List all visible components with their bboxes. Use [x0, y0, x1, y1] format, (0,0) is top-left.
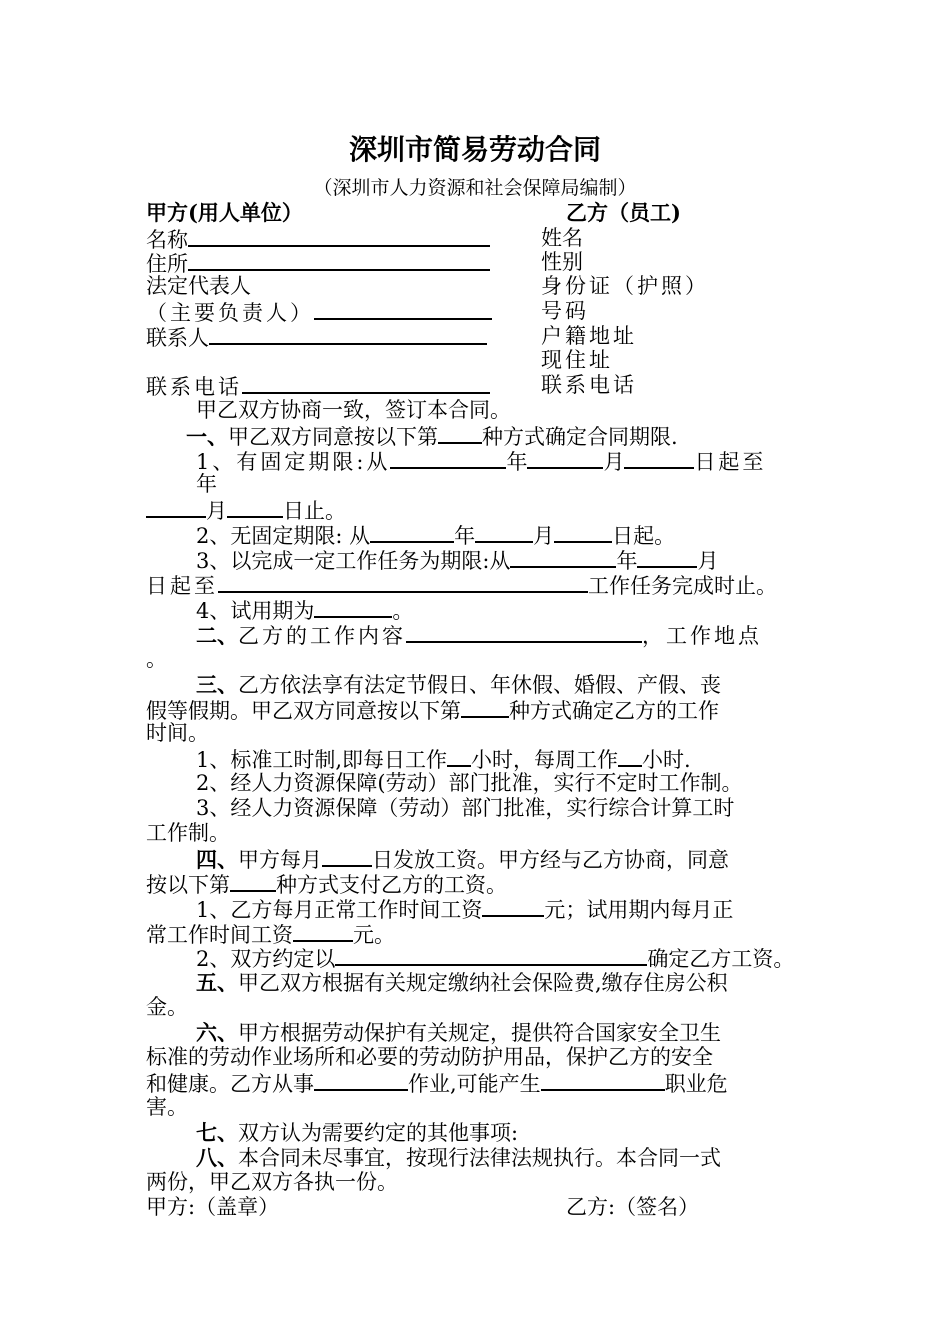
s3-i1-c: 小时. — [642, 748, 691, 772]
s4-i1-b: 元；试用期内每月正 — [544, 898, 734, 922]
section-7-line — [196, 1120, 518, 1146]
s1-i3-month-blank[interactable] — [637, 547, 697, 568]
party-b-gender-label: 性别 — [541, 250, 583, 274]
section-6-text-3b: 作业,可能产生 — [408, 1072, 541, 1096]
s1-i2-day-blank[interactable] — [554, 522, 612, 543]
section-5-line-1 — [196, 970, 728, 996]
section-3-item-3: 3、经人力资源保障（劳动）部门批准，实行综合计算工时 — [196, 796, 735, 820]
s1-i2-d: 日起。 — [612, 524, 676, 548]
section-4-text-a: 甲方每月 — [238, 848, 322, 872]
s6-hazard-blank[interactable] — [541, 1070, 665, 1091]
s1-i1-end-day-blank[interactable] — [227, 497, 283, 518]
section-1-num: 一、 — [186, 424, 228, 449]
document-title: 深圳市简易劳动合同 — [348, 133, 601, 166]
party-a-address-row — [146, 250, 490, 277]
party-b-residence-label: 现住址 — [541, 348, 613, 372]
document-subtitle: （深圳市人力资源和社会保障局编制） — [313, 177, 637, 199]
s1-i2-b: 年 — [454, 524, 476, 548]
section-3-text-1: 乙方依法享有法定节假日、年休假、婚假、产假、丧 — [238, 673, 721, 697]
s6-work-type-blank[interactable] — [314, 1070, 408, 1091]
party-a-legal-rep-label: 法定代表人 — [146, 274, 251, 298]
section-6-line-3 — [146, 1070, 728, 1097]
section-5-num: 五、 — [196, 970, 238, 995]
party-a-phone-blank[interactable] — [242, 373, 490, 394]
s1-i1-g: 日止。 — [283, 499, 346, 523]
s1-i1-day-blank[interactable] — [624, 448, 694, 469]
section-3-line-1 — [196, 672, 721, 698]
section-8-text-1: 本合同未尽事宜，按现行法律法规执行。本合同一式 — [238, 1146, 721, 1170]
section-3-item-1 — [196, 746, 691, 773]
s1-i3-e: 工作任务完成时止。 — [588, 574, 777, 598]
section-4-text-2a: 按以下第 — [146, 873, 230, 897]
section-2-line — [196, 622, 762, 649]
section-6-text-3c: 职业危 — [664, 1072, 728, 1096]
section-6-text-1: 甲方根据劳动保护有关规定，提供符合国家安全卫生 — [238, 1021, 721, 1045]
section-2-text-b: ，工作地点 — [642, 624, 762, 648]
s1-i3-b: 年 — [616, 549, 638, 573]
section-6-text-3a: 和健康。乙方从事 — [146, 1072, 314, 1096]
section-6-line-4: 害。 — [146, 1095, 188, 1119]
s1-i2-month-blank[interactable] — [475, 522, 533, 543]
party-a-heading: 甲方(用人单位） — [146, 200, 303, 225]
section-2-text-a: 乙方的工作内容 — [238, 624, 406, 648]
party-a-principal-label: （主要负责人） — [146, 301, 314, 325]
intro-text: 甲乙双方协商一致，签订本合同。 — [196, 398, 511, 422]
s1-i1-a: 1、有固定期限:从 — [196, 450, 391, 474]
section-1-item-1 — [196, 448, 766, 475]
section-7-text: 双方认为需要约定的其他事项: — [238, 1121, 519, 1145]
section-4-item-2 — [196, 945, 794, 972]
s1-i1-end-month-blank[interactable] — [146, 497, 206, 518]
section-2-num: 二、 — [196, 623, 238, 648]
s4-i1-a: 1、乙方每月正常工作时间工资 — [196, 898, 483, 922]
s1-i2-year-blank[interactable] — [370, 522, 454, 543]
section-1-item-1-cont — [146, 497, 346, 524]
party-b-heading: 乙方（员工) — [566, 200, 681, 225]
s1-i4-b: 。 — [392, 599, 414, 623]
s1-i2-a: 2、无固定期限: 从 — [196, 524, 371, 548]
section-4-item-1 — [196, 896, 733, 923]
section-6-num: 六、 — [196, 1020, 238, 1045]
party-a-phone-row — [146, 373, 490, 400]
section-6-line-2: 标准的劳动作业场所和必要的劳动防护用品，保护乙方的安全 — [146, 1045, 713, 1069]
s1-i3-c: 月 — [697, 549, 719, 573]
section-3-text-2a: 假等假期。甲乙双方同意按以下第 — [146, 699, 461, 723]
party-a-name-blank[interactable] — [188, 226, 490, 247]
section-8-line-1 — [196, 1145, 721, 1171]
party-a-principal-row — [146, 299, 492, 326]
party-a-principal-blank[interactable] — [314, 299, 492, 320]
section-7-num: 七、 — [196, 1120, 238, 1145]
party-b-number-label: 号码 — [541, 299, 589, 323]
party-a-contact-blank[interactable] — [209, 324, 487, 345]
s1-i3-task-blank[interactable] — [218, 572, 588, 593]
s4-probation-wage-blank[interactable] — [293, 921, 353, 942]
s4-i2-b: 确定乙方工资。 — [647, 947, 795, 971]
s3-method-blank[interactable] — [461, 697, 509, 718]
s1-i4-a: 4、试用期为 — [196, 599, 315, 623]
section-3-item-3-cont: 工作制。 — [146, 821, 230, 845]
party-b-name-label: 姓名 — [541, 226, 583, 250]
s4-i1-d: 元。 — [353, 923, 395, 947]
party-a-name-row — [146, 226, 490, 253]
section-5-text-1: 甲乙双方根据有关规定缴纳社会保险费,缴存住房公积 — [238, 971, 728, 995]
section-6-line-1 — [196, 1020, 721, 1046]
s1-i3-year-blank[interactable] — [510, 547, 616, 568]
section-5-line-2: 金。 — [146, 995, 188, 1019]
section-1-item-4 — [196, 597, 413, 624]
party-a-contact-row — [146, 324, 487, 351]
section-1-line — [186, 423, 678, 450]
s1-i2-c: 月 — [533, 524, 555, 548]
s1-i3-a: 3、以完成一定工作任务为期限:从 — [196, 549, 511, 573]
s1-i1-year-blank[interactable] — [390, 448, 506, 469]
section-4-num: 四、 — [196, 847, 238, 872]
s3-i1-a: 1、标准工时制,即每日工作 — [196, 748, 448, 772]
party-a-name-label: 名称 — [146, 228, 188, 252]
section-3-line-2 — [146, 697, 719, 724]
s3-weekly-hours-blank[interactable] — [618, 746, 642, 767]
s1-i1-e: 年 — [196, 472, 217, 496]
s1-i1-b: 年 — [506, 450, 528, 474]
s4-i2-a: 2、双方约定以 — [196, 947, 336, 971]
section-1-item-3-cont — [146, 572, 777, 599]
party-a-address-blank[interactable] — [188, 250, 490, 271]
section-4-text-b: 日发放工资。甲方经与乙方协商，同意 — [372, 848, 729, 872]
section-3-text-2b: 种方式确定乙方的工作 — [509, 699, 719, 723]
party-b-hukou-label: 户籍地址 — [541, 324, 637, 348]
section-1-method-blank[interactable] — [438, 423, 482, 444]
s3-daily-hours-blank[interactable] — [447, 746, 471, 767]
section-4-item-1-cont — [146, 921, 395, 948]
section-2-tail: 。 — [146, 647, 167, 671]
section-1-text-b: 种方式确定合同期限. — [482, 425, 678, 449]
section-4-line-2 — [146, 871, 507, 898]
party-b-signature: 乙方:（签名） — [566, 1195, 700, 1219]
section-8-line-2: 两份，甲乙双方各执一份。 — [146, 1170, 398, 1194]
section-1-item-2 — [196, 522, 675, 549]
s4-payday-blank[interactable] — [322, 846, 372, 867]
s1-i3-d: 日起至 — [146, 574, 218, 598]
s4-wage-blank[interactable] — [482, 896, 544, 917]
section-4-text-2b: 种方式支付乙方的工资。 — [276, 873, 507, 897]
section-1-item-3 — [196, 547, 718, 574]
party-a-signature: 甲方:（盖章） — [146, 1195, 280, 1219]
section-8-num: 八、 — [196, 1145, 238, 1170]
s4-method-blank[interactable] — [230, 871, 276, 892]
party-a-phone-label: 联系电话 — [146, 375, 242, 399]
section-3-line-3: 时间。 — [146, 721, 209, 745]
section-4-line-1 — [196, 846, 729, 873]
s4-i1-c: 常工作时间工资 — [146, 923, 293, 947]
s1-i4-probation-blank[interactable] — [314, 597, 392, 618]
s1-i1-d: 日起至 — [694, 450, 767, 474]
s1-i1-c: 月 — [603, 450, 625, 474]
party-a-address-label: 住所 — [146, 252, 188, 276]
section-3-item-2: 2、经人力资源保障(劳动）部门批准，实行不定时工作制。 — [196, 771, 743, 795]
s1-i1-f: 月 — [206, 499, 227, 523]
s4-wage-basis-blank[interactable] — [335, 945, 647, 966]
section-3-num: 三、 — [196, 672, 238, 697]
s3-i1-b: 小时，每周工作 — [471, 748, 619, 772]
party-b-phone-label: 联系电话 — [541, 373, 637, 397]
section-1-text-a: 甲乙双方同意按以下第 — [228, 425, 438, 449]
party-b-id-label: 身份证（护照） — [541, 274, 709, 298]
party-a-contact-label: 联系人 — [146, 326, 209, 350]
s2-job-content-blank[interactable] — [406, 622, 642, 643]
s1-i1-month-blank[interactable] — [527, 448, 603, 469]
